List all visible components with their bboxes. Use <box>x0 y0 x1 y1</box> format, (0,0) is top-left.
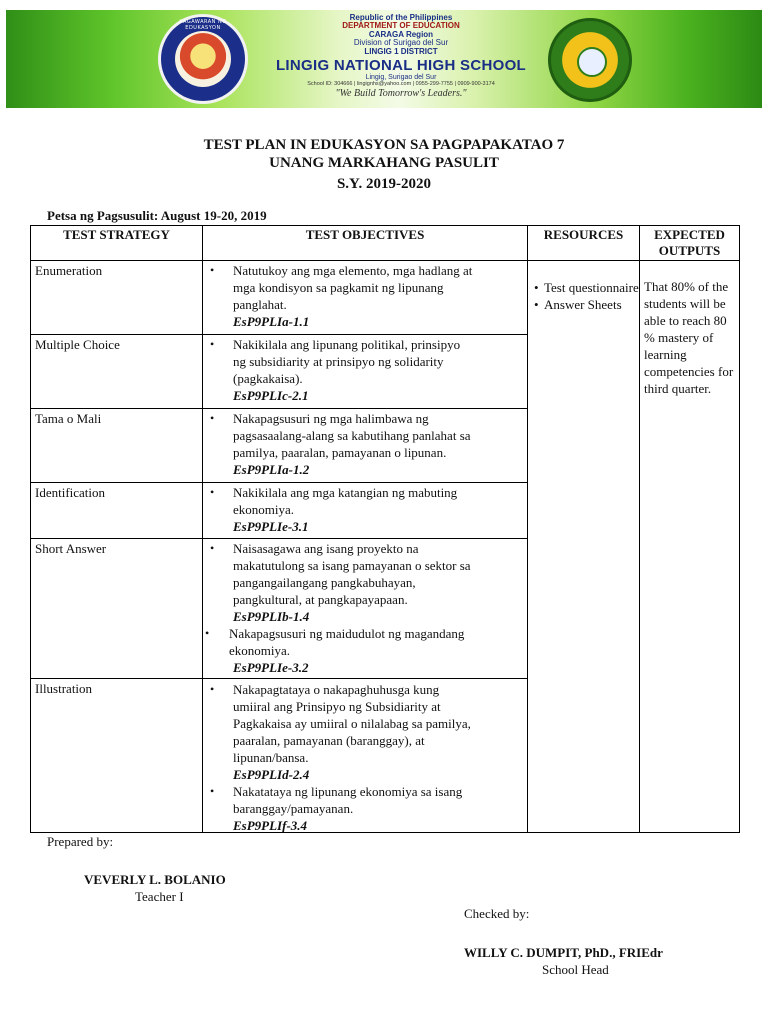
competency-code: EsP9PLIc-2.1 <box>233 388 309 403</box>
resource-item: • Answer Sheets <box>534 297 622 312</box>
header-district: LINGIG 1 DISTRICT <box>364 46 438 56</box>
checked-by-name: WILLY C. DUMPIT, PhD., FRIEdr <box>464 945 663 960</box>
strategy-cell: Illustration <box>30 678 203 833</box>
school-address: Lingig, Surigao del Sur <box>365 73 437 81</box>
competency-code: EsP9PLId-2.4 <box>233 767 310 782</box>
header-resources: RESOURCES <box>527 225 640 261</box>
header-expected-outputs: EXPECTED OUTPUTS <box>639 225 740 261</box>
objectives-cell: • Nakikilala ang mga katangian ng mabuting ekonomiya. EsP9PLIe-3.1 <box>202 482 528 539</box>
resource-item: • Test questionnaire <box>534 280 639 295</box>
exam-date: Petsa ng Pagsusulit: August 19-20, 2019 <box>47 208 267 223</box>
competency-code: EsP9PLIf-3.4 <box>233 818 308 833</box>
strategy-cell: Short Answer <box>30 538 203 679</box>
resources-cell <box>527 260 640 833</box>
prepared-by-name: VEVERLY L. BOLANIO <box>84 872 226 887</box>
competency-code: EsP9PLIa-1.1 <box>233 314 310 329</box>
competency-code: EsP9PLIe-3.2 <box>233 660 309 675</box>
header-division: Division of Surigao del Sur <box>353 38 449 48</box>
school-name: LINGIG NATIONAL HIGH SCHOOL <box>275 56 527 74</box>
header-test-objectives: TEST OBJECTIVES <box>202 225 528 261</box>
header-republic: Republic of the Philippines <box>349 13 453 22</box>
prepared-by-label: Prepared by: <box>47 834 114 849</box>
expected-outputs-cell <box>639 260 740 833</box>
school-seal-logo <box>548 18 632 102</box>
document-subtitle: UNANG MARKAHANG PASULIT <box>269 155 499 171</box>
school-header-banner <box>6 10 762 108</box>
objectives-cell: • Nakikilala ang lipunang politikal, prinsipyo ng subsidiarity at prinsipyo ng solidarity (pagkakaisa). EsP9PLIc-2.1 <box>202 334 528 409</box>
prepared-by-title: Teacher I <box>135 889 184 904</box>
objectives-cell: • Nakapagsusuri ng mga halimbawa ng pagsasaalang-alang sa kabutihang panlahat sa pamilya, paaralan, pamayanan o lipunan. EsP9PLIa-1.2 <box>202 408 528 483</box>
competency-code: EsP9PLIa-1.2 <box>233 462 310 477</box>
objectives-cell: • Naisasagawa ang isang proyekto na makatutulong sa isang pamayanan o sektor sa pangangailangang pangkabuhayan, pangkultural, at pangkapayapaan. EsP9PLIb-1.4 • Nakapagsusuri ng maidudulot ng magandang ekonomiya. EsP9PLIe-3.2 <box>202 538 528 679</box>
header-department: DEPARTMENT OF EDUCATION <box>342 21 460 31</box>
deped-seal-text: KAGAWARAN NG EDUKASYON <box>179 19 227 31</box>
objectives-cell: • Natutukoy ang mga elemento, mga hadlang at mga kondisyon sa pagkamit ng lipunang panglahat. EsP9PLIa-1.1 <box>202 260 528 335</box>
checked-by-label: Checked by: <box>464 906 530 921</box>
school-motto: "We Build Tomorrow's Leaders." <box>335 87 467 99</box>
expected-output-text: That 80% of the students will be able to reach 80 % mastery of learning competencies for third quarter. <box>644 279 734 396</box>
header-region: CARAGA Region <box>368 29 434 39</box>
strategy-cell: Enumeration <box>30 260 203 335</box>
competency-code: EsP9PLIe-3.1 <box>233 519 309 534</box>
competency-code: EsP9PLIb-1.4 <box>233 609 310 624</box>
strategy-cell: Tama o Mali <box>30 408 203 483</box>
school-contact: School ID: 304666 | lingignhs@yahoo.com | 0955-299-7755 | 0909-900-3174 <box>307 81 495 88</box>
school-year: S.Y. 2019-2020 <box>336 176 432 192</box>
deped-seal-logo <box>158 14 248 104</box>
header-text-block <box>256 14 546 99</box>
checked-by-title: School Head <box>542 962 609 977</box>
strategy-cell: Identification <box>30 482 203 539</box>
strategy-cell: Multiple Choice <box>30 334 203 409</box>
header-test-strategy: TEST STRATEGY <box>30 225 203 261</box>
objectives-cell: • Nakapagtataya o nakapaghuhusga kung umiiral ang Prinsipyo ng Subsidiarity at Pagkakaisa ay umiiral o nilalabag sa pamilya, paaralan, pamayanan (baranggay), at lipunan/bansa. EsP9PLId-2.4 • Nakatataya ng lipunang ekonomiya sa isang baranggay/pamayanan. EsP9PLIf-3.4 <box>202 678 528 833</box>
document-title: TEST PLAN IN EDUKASYON SA PAGPAPAKATAO 7 <box>203 137 565 153</box>
